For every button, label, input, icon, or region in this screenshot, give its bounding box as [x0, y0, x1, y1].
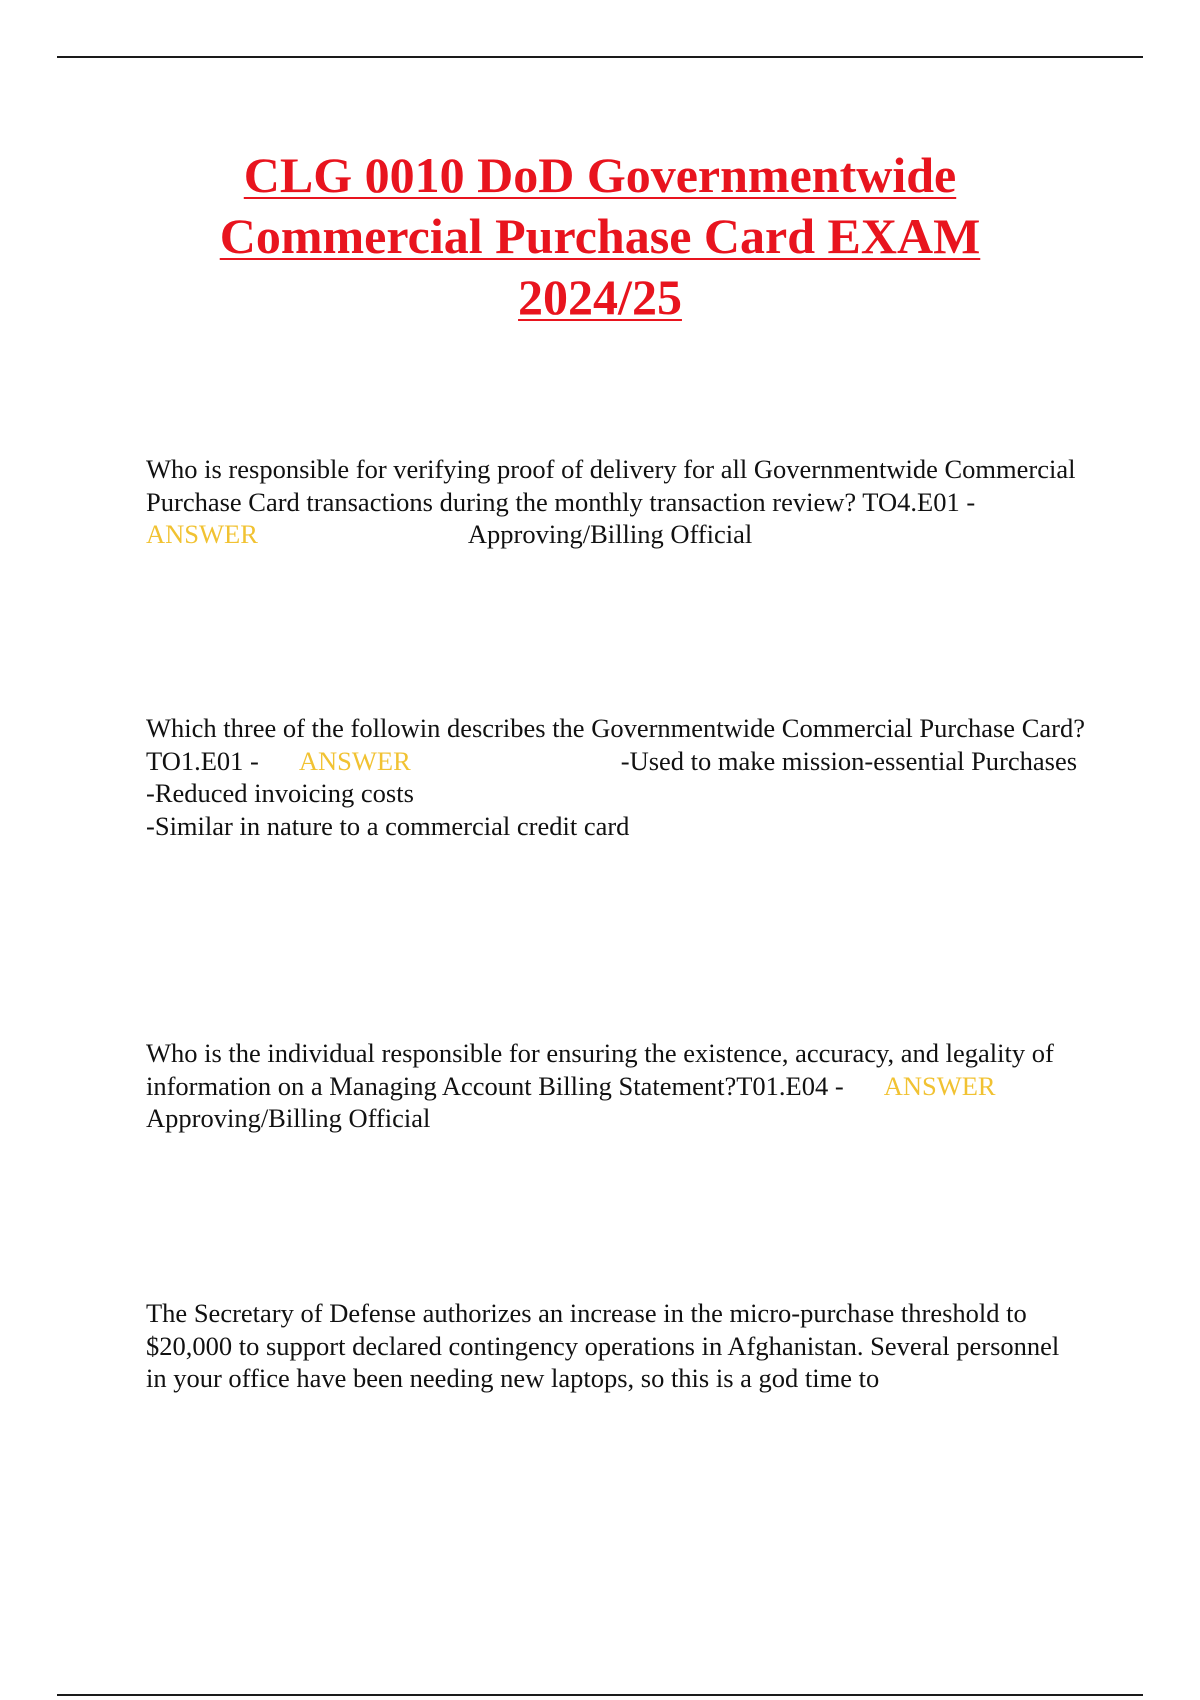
- answer-line: -Used to make mission-essential Purchases: [620, 745, 1078, 776]
- answer-text: Approving/Billing Official: [146, 1103, 431, 1133]
- question-text: The Secretary of Defense authorizes an increase in the micro-purchase threshold to $20,000 to support declared contingency operations in Afghanistan. Several personnel in your office have been needing new laptops, so this is a god time to: [146, 1298, 1060, 1393]
- question-block-2: [146, 712, 1086, 842]
- answer-text: Approving/Billing Official: [467, 519, 753, 549]
- question-text: Who is the individual responsible for ensuring the existence, accuracy, and legality of information on a Managing Account Billing Statement?T01.E04 -: [146, 1038, 1054, 1101]
- answer-label: ANSWER: [883, 1070, 996, 1101]
- question-block-1: [146, 453, 1086, 551]
- answer-line: -Reduced invoicing costs: [146, 778, 414, 808]
- question-block-3: [146, 1037, 1086, 1135]
- question-text: Who is responsible for verifying proof of delivery for all Governmentwide Commercial Purchase Card transactions during the monthly transaction review? TO4.E01 -: [146, 454, 1076, 517]
- question-text: Which three of the followin describes the Governmentwide Commercial Purchase Card? TO1.E01 -: [146, 713, 1085, 776]
- answer-label: ANSWER: [298, 745, 411, 776]
- bottom-divider: [57, 1694, 1143, 1696]
- document-title: CLG 0010 DoD Governmentwide Commercial Purchase Card EXAM 2024/25: [219, 147, 981, 325]
- question-block-4: [146, 1297, 1086, 1395]
- answer-label: ANSWER: [146, 519, 258, 549]
- answer-line: -Similar in nature to a commercial credit card: [146, 810, 630, 841]
- top-divider: [57, 56, 1143, 58]
